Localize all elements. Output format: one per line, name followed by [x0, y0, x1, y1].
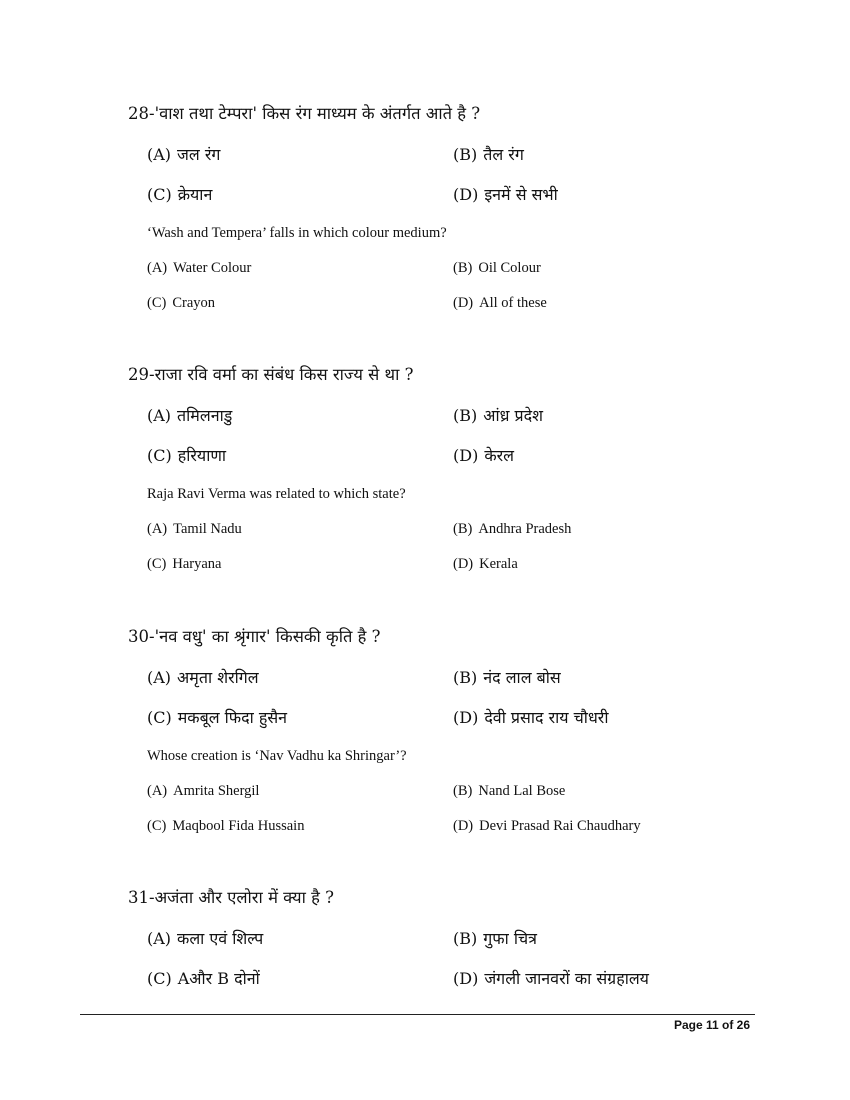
q29-hi-option-a [147, 406, 232, 426]
option-text: Amrita Shergil [173, 783, 260, 799]
option-label: (B) [453, 260, 473, 276]
option-text: नंद लाल बोस [483, 668, 561, 687]
option-text: केरल [484, 446, 514, 465]
question-30-hindi: 30-'नव वधु' का श्रृंगार' किसकी कृति है ? [128, 627, 381, 646]
option-label: (B) [453, 783, 473, 799]
option-text: Aऔर B दोनों [177, 969, 260, 988]
option-text: इनमें से सभी [484, 185, 558, 204]
option-text: हरियाणा [177, 446, 227, 465]
question-30-english: Whose creation is ‘Nav Vadhu ka Shringar’? [147, 748, 407, 764]
question-29-hindi: 29-राजा रवि वर्मा का संबंध किस राज्य से था ? [128, 365, 414, 384]
option-label: (B) [453, 145, 478, 164]
option-label: (C) [147, 969, 172, 988]
option-text: Haryana [172, 556, 222, 572]
q30-hi-option-a [147, 668, 259, 688]
option-label: (D) [453, 185, 479, 204]
q29-en-option-a [147, 520, 242, 538]
option-text: जंगली जानवरों का संग्रहालय [484, 969, 649, 988]
q30-hi-option-c [147, 708, 287, 728]
option-label: (C) [147, 446, 172, 465]
q29-en-option-c [147, 555, 221, 573]
question-28-english: ‘Wash and Tempera’ falls in which colour medium? [147, 225, 447, 241]
option-label: (B) [453, 668, 478, 687]
q28-hi-option-a [147, 145, 220, 165]
footer-divider [80, 1014, 755, 1015]
option-label: (C) [147, 185, 172, 204]
option-label: (C) [147, 295, 167, 311]
q29-en-option-d [453, 555, 518, 573]
q28-en-option-d [453, 294, 547, 312]
q30-en-option-a [147, 782, 259, 800]
option-label: (B) [453, 929, 478, 948]
question-29-english: Raja Ravi Verma was related to which state? [147, 486, 406, 502]
q28-hi-option-b [453, 145, 524, 165]
q30-hi-option-b [453, 668, 561, 688]
q29-en-option-b [453, 520, 571, 538]
option-text: Maqbool Fida Hussain [172, 818, 305, 834]
option-label: (A) [147, 783, 168, 799]
option-text: Water Colour [173, 260, 252, 276]
q28-en-option-c [147, 294, 215, 312]
option-label: (A) [147, 406, 172, 425]
option-label: (A) [147, 260, 168, 276]
option-label: (A) [147, 145, 172, 164]
option-label: (D) [453, 446, 479, 465]
option-text: कला एवं शिल्प [177, 929, 264, 948]
q28-en-option-b [453, 259, 541, 277]
option-label: (A) [147, 521, 168, 537]
option-text: Kerala [479, 556, 518, 572]
option-label: (D) [453, 556, 474, 572]
q30-en-option-c [147, 817, 304, 835]
option-label: (C) [147, 556, 167, 572]
option-text: मकबूल फिदा हुसैन [177, 708, 288, 727]
q31-hi-option-c [147, 969, 260, 989]
q30-hi-option-d [453, 708, 608, 728]
option-text: All of these [479, 295, 547, 311]
option-label: (C) [147, 818, 167, 834]
q29-hi-option-c [147, 446, 226, 466]
option-label: (D) [453, 969, 479, 988]
option-text: Andhra Pradesh [478, 521, 572, 537]
q28-hi-option-d [453, 185, 558, 205]
option-text: Oil Colour [478, 260, 541, 276]
option-text: जल रंग [177, 145, 221, 164]
option-text: आंध्र प्रदेश [483, 406, 544, 425]
option-text: तैल रंग [483, 145, 524, 164]
option-label: (D) [453, 708, 479, 727]
option-text: देवी प्रसाद राय चौधरी [484, 708, 609, 727]
q30-en-option-b [453, 782, 565, 800]
question-28-hindi: 28-'वाश तथा टेम्परा' किस रंग माध्यम के अंतर्गत आते है ? [128, 104, 481, 123]
q31-hi-option-d [453, 969, 649, 989]
page-number: Page 11 of 26 [673, 1018, 750, 1032]
option-text: क्रेयान [177, 185, 213, 204]
q31-hi-option-a [147, 929, 263, 949]
q29-hi-option-b [453, 406, 543, 426]
q31-hi-option-b [453, 929, 537, 949]
option-label: (C) [147, 708, 172, 727]
option-label: (B) [453, 406, 478, 425]
option-text: अमृता शेरगिल [177, 668, 259, 687]
option-text: Devi Prasad Rai Chaudhary [479, 818, 641, 834]
option-text: Tamil Nadu [173, 521, 242, 537]
option-label: (B) [453, 521, 473, 537]
option-text: Crayon [172, 295, 216, 311]
option-label: (A) [147, 929, 172, 948]
option-label: (A) [147, 668, 172, 687]
option-label: (D) [453, 818, 474, 834]
option-text: Nand Lal Bose [478, 783, 566, 799]
q29-hi-option-d [453, 446, 514, 466]
option-text: गुफा चित्र [483, 929, 537, 948]
option-text: तमिलनाडु [177, 406, 233, 425]
q28-hi-option-c [147, 185, 212, 205]
option-label: (D) [453, 295, 474, 311]
q30-en-option-d [453, 817, 641, 835]
q28-en-option-a [147, 259, 251, 277]
question-31-hindi: 31-अजंता और एलोरा में क्या है ? [128, 888, 334, 907]
